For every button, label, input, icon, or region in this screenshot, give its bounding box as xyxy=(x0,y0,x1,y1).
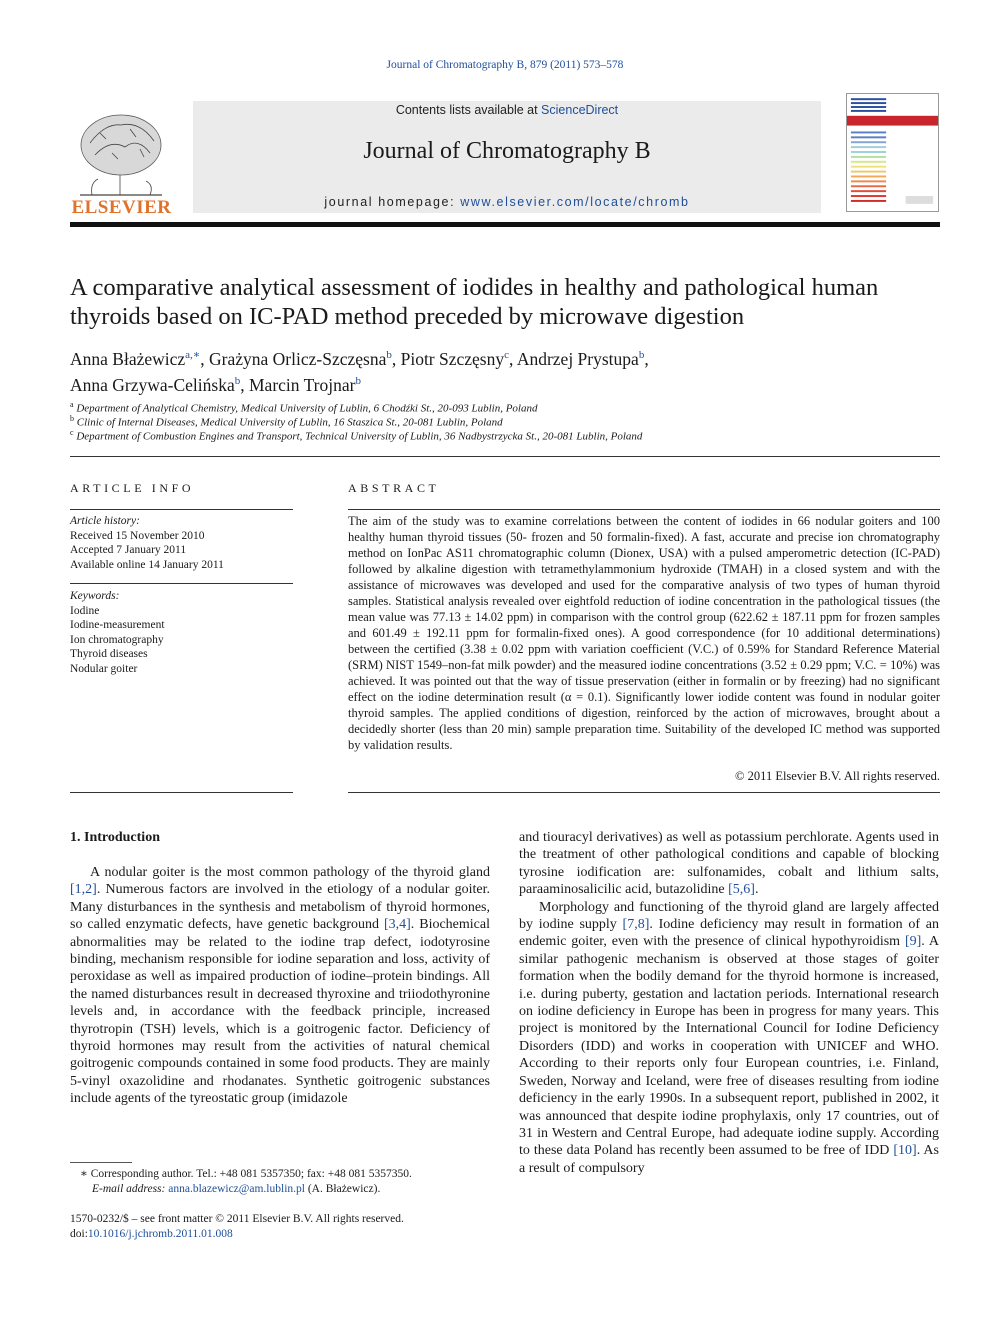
elsevier-wordmark: ELSEVIER xyxy=(71,197,172,218)
footnote-rule xyxy=(70,1162,132,1163)
contents-availability xyxy=(193,103,821,117)
keywords-label: Keywords: xyxy=(70,590,120,602)
abstract-rule xyxy=(348,509,940,510)
paragraph: and tiouracyl derivatives) as well as potassium perchlorate. Agents used in the treatment of other pathological conditions and capable of blocking tyrosine iodification are: sulfonamides, cobalt and lithium salts, paraaminosalicilic acid, butazolidine [5,6]. xyxy=(519,830,939,898)
article-title: A comparative analytical assessment of iodides in healthy and pathological human thyroids based on IC-PAD method preceded by microwave digestion xyxy=(70,274,879,330)
citation-link[interactable]: [9] xyxy=(904,934,922,950)
author[interactable]: Anna Grzywa-Celińska$^b$ xyxy=(70,374,241,395)
author[interactable]: Marcin Trojnar$^b$ xyxy=(249,374,361,395)
keyword: Iodine-measurement xyxy=(70,619,165,631)
abstract-copyright: © 2011 Elsevier B.V. All rights reserved. xyxy=(735,769,940,783)
keyword: Nodular goiter xyxy=(70,662,138,675)
email-link[interactable]: anna.blazewicz@am.lublin.pl xyxy=(168,1183,305,1195)
journal-cover-thumbnail[interactable] xyxy=(846,93,939,212)
keywords-rule xyxy=(70,583,293,584)
email-note: E-mail address: anna.blazewicz@am.lublin.pl (A. Błażewicz). xyxy=(92,1183,381,1195)
article-history xyxy=(70,514,293,572)
article-info-bottom-rule xyxy=(70,792,293,793)
citation-link[interactable]: [10] xyxy=(893,1143,917,1159)
journal-name: Journal of Chromatography B xyxy=(363,138,651,164)
journal-citation[interactable]: Journal of Chromatography B, 879 (2011) 573–578 xyxy=(386,59,624,71)
abstract-heading: ABSTRACT xyxy=(348,481,440,495)
history-label: Article history: xyxy=(70,515,140,527)
author[interactable]: Piotr Szczęsny$^c$ xyxy=(400,348,510,369)
issn-line: 1570-0232/$ – see front matter © 2011 Elsevier B.V. All rights reserved. xyxy=(70,1213,404,1225)
received-date: Received 15 November 2010 xyxy=(70,529,205,542)
doi-line: doi:10.1016/j.jchromb.2011.01.008 xyxy=(70,1228,233,1240)
article-info-heading: ARTICLE INFO xyxy=(70,481,195,495)
email-label: E-mail address: xyxy=(92,1183,169,1195)
online-date: Available online 14 January 2011 xyxy=(70,558,224,571)
author[interactable]: Anna Błażewicz$^{a,∗}$ xyxy=(70,348,201,369)
keyword: Iodine xyxy=(70,604,100,617)
affiliation: $^a$ Department of Analytical Chemistry, Medical University of Lublin, 6 Chodźki St., 20-093 Lublin, Poland xyxy=(70,400,538,415)
citation-link[interactable]: [5,6] xyxy=(728,882,755,898)
journal-homepage xyxy=(193,195,821,209)
keyword: Thyroid diseases xyxy=(70,648,148,660)
article-info-rule xyxy=(70,509,293,510)
paragraph: Morphology and functioning of the thyroid gland are largely affected by iodine supply [7,8]. Iodine deficiency may result in formation of an endemic goiter, even with the presence of clinical hypothyroidism [9]. A similar pathogenic mechanism is observed at those stages of goiter formation when the bodily demand for the thyroid hormone is increased, i.e. during puberty, gestation and lactation periods. International research on iodine deficiency in Europe has been in progress for many years. This project is monitored by the International Council for Iodine Deficiency Disorders (IDD) and works in cooperation with UNICEF and WHO. According to their reports only four European countries, i.e. Finland, Sweden, Norway and Iceland, were free of diseases resulting from iodine deficiency in the early 1990s. In a subsequent report, published in 2002, it was announced that despite iodine prophylaxis, only 17 countries, out of 31 in Western and Central Europe, had adequate iodine supply. According to these data Poland has recently been assumed to be free of IDD [10]. As a result of compulsory xyxy=(519,899,939,1176)
citation-link[interactable]: [7,8] xyxy=(622,917,650,933)
header-rule xyxy=(70,222,940,227)
corresponding-author-note: ∗ Corresponding author. Tel.: +48 081 5357350; fax: +48 081 5357350. xyxy=(80,1168,412,1180)
keyword: Ion chromatography xyxy=(70,633,164,646)
body-column-left xyxy=(70,864,490,1108)
contents-prefix: Contents lists available at xyxy=(395,103,542,117)
citation-link[interactable]: [3,4] xyxy=(383,917,411,933)
section-heading-introduction: 1. Introduction xyxy=(70,830,160,845)
accepted-date: Accepted 7 January 2011 xyxy=(70,544,187,556)
citation-link[interactable]: [1,2] xyxy=(70,882,97,898)
keywords xyxy=(70,589,293,676)
doi-link[interactable]: 10.1016/j.jchromb.2011.01.008 xyxy=(87,1228,233,1240)
section-divider xyxy=(70,456,940,457)
author[interactable]: Grażyna Orlicz-Szczęsna$^b$ xyxy=(209,348,392,369)
homepage-prefix: journal homepage: xyxy=(324,195,461,209)
author[interactable]: Andrzej Prystupa$^b$ xyxy=(516,348,645,369)
abstract-bottom-rule xyxy=(348,792,940,793)
homepage-link[interactable]: www.elsevier.com/locate/chromb xyxy=(460,195,690,209)
author-list: Anna Błażewicz$^{a,∗}$, Grażyna Orlicz-Szczęsna$^b$, Piotr Szczęsny$^c$, Andrzej Prystupa$^b$, Anna Grzywa-Celińska$^b$, Marcin Trojnar$^b$ xyxy=(70,348,649,395)
abstract-text: The aim of the study was to examine correlations between the content of iodides in 66 nodular goiters and 100 healthy human thyroid tissues (50- frozen and 50 formalin-fixed). A fast, accurate and precise ion chromatography method on IonPac AS11 chromatographic column (Dionex, USA) with a pulsed amperometric detection (IC-PAD) followed by alkaline digestion with tetramethylammonium hydroxide (TMAH) in a closed system and with the assistance of microwaves was developed and used for the comparative analysis of two types of human thyroid samples. Statistical analysis revealed over eightfold reduction of iodine concentration in the pathological tissues (the mean value was 77.13 ± 14.02 ppm) in comparison with the control group (622.62 ± 187.11 ppm for frozen samples and 601.49 ± 192.11 ppm for formalin-fixed ones). A good correspondence (for 10 additional determinations) between the certified (3.38 ± 0.02 ppm with variation coefficient (V.C.) of 0.59% for Standard Reference Material (SRM) NIST 1549–non-fat milk powder) and the measured iodine concentrations (3.52 ± 0.29 ppm; V.C. = 10%) was achieved. It was pointed out that the way of tissue preservation (either in formalin or by freezing) had no significant effect on the iodine determination result (α = 0.1). Significantly lower iodide content was found in nodular goiter thyroid samples. The applied conditions of digestion, reinforced by the action of microwaves, brought about a decidedly shorter (less than 20 min) sample preparation time. Suitability of the developed IC method was supported by validation results. xyxy=(348,514,940,752)
paragraph: A nodular goiter is the most common pathology of the thyroid gland [1,2]. Numerous factors are involved in the etiology of a nodular goiter. Many disturbances in the synthesis and metabolism of thyroid hormones, so called enzymatic defects, have genetic background [3,4]. Biochemical abnormalities may be related to the iodine trap defect, iodotyrosine binding, mechanism responsible for iodine separation and loss, activity of peroxidase as well as impaired production of iodine–protein bindings. All the named disturbances result in decreased thyroxine and triiodothyronine levels and, in accordance with the feedback principle, increased thyrotropin (TSH) levels, which is a goitrogenic factor. Deficiency of thyroid hormones may result from the activities of natural chemical goitrogenic compounds contained in some food products. They are mainly 5-vinyl oxazolidine and rhodanates. Synthetic goitrogenic substances include agents of the tyreostatic group (imidazole xyxy=(70,865,490,1107)
sciencedirect-link[interactable]: ScienceDirect xyxy=(541,103,619,117)
affiliation: $^c$ Department of Combustion Engines and Transport, Technical University of Lublin, 36 Nadbystrzycka St., 20-081 Lublin, Poland xyxy=(70,428,643,443)
affiliation: $^b$ Clinic of Internal Diseases, Medical University of Lublin, 16 Staszica St., 20-081 Lublin, Poland xyxy=(70,414,503,429)
body-column-right xyxy=(519,829,939,1177)
